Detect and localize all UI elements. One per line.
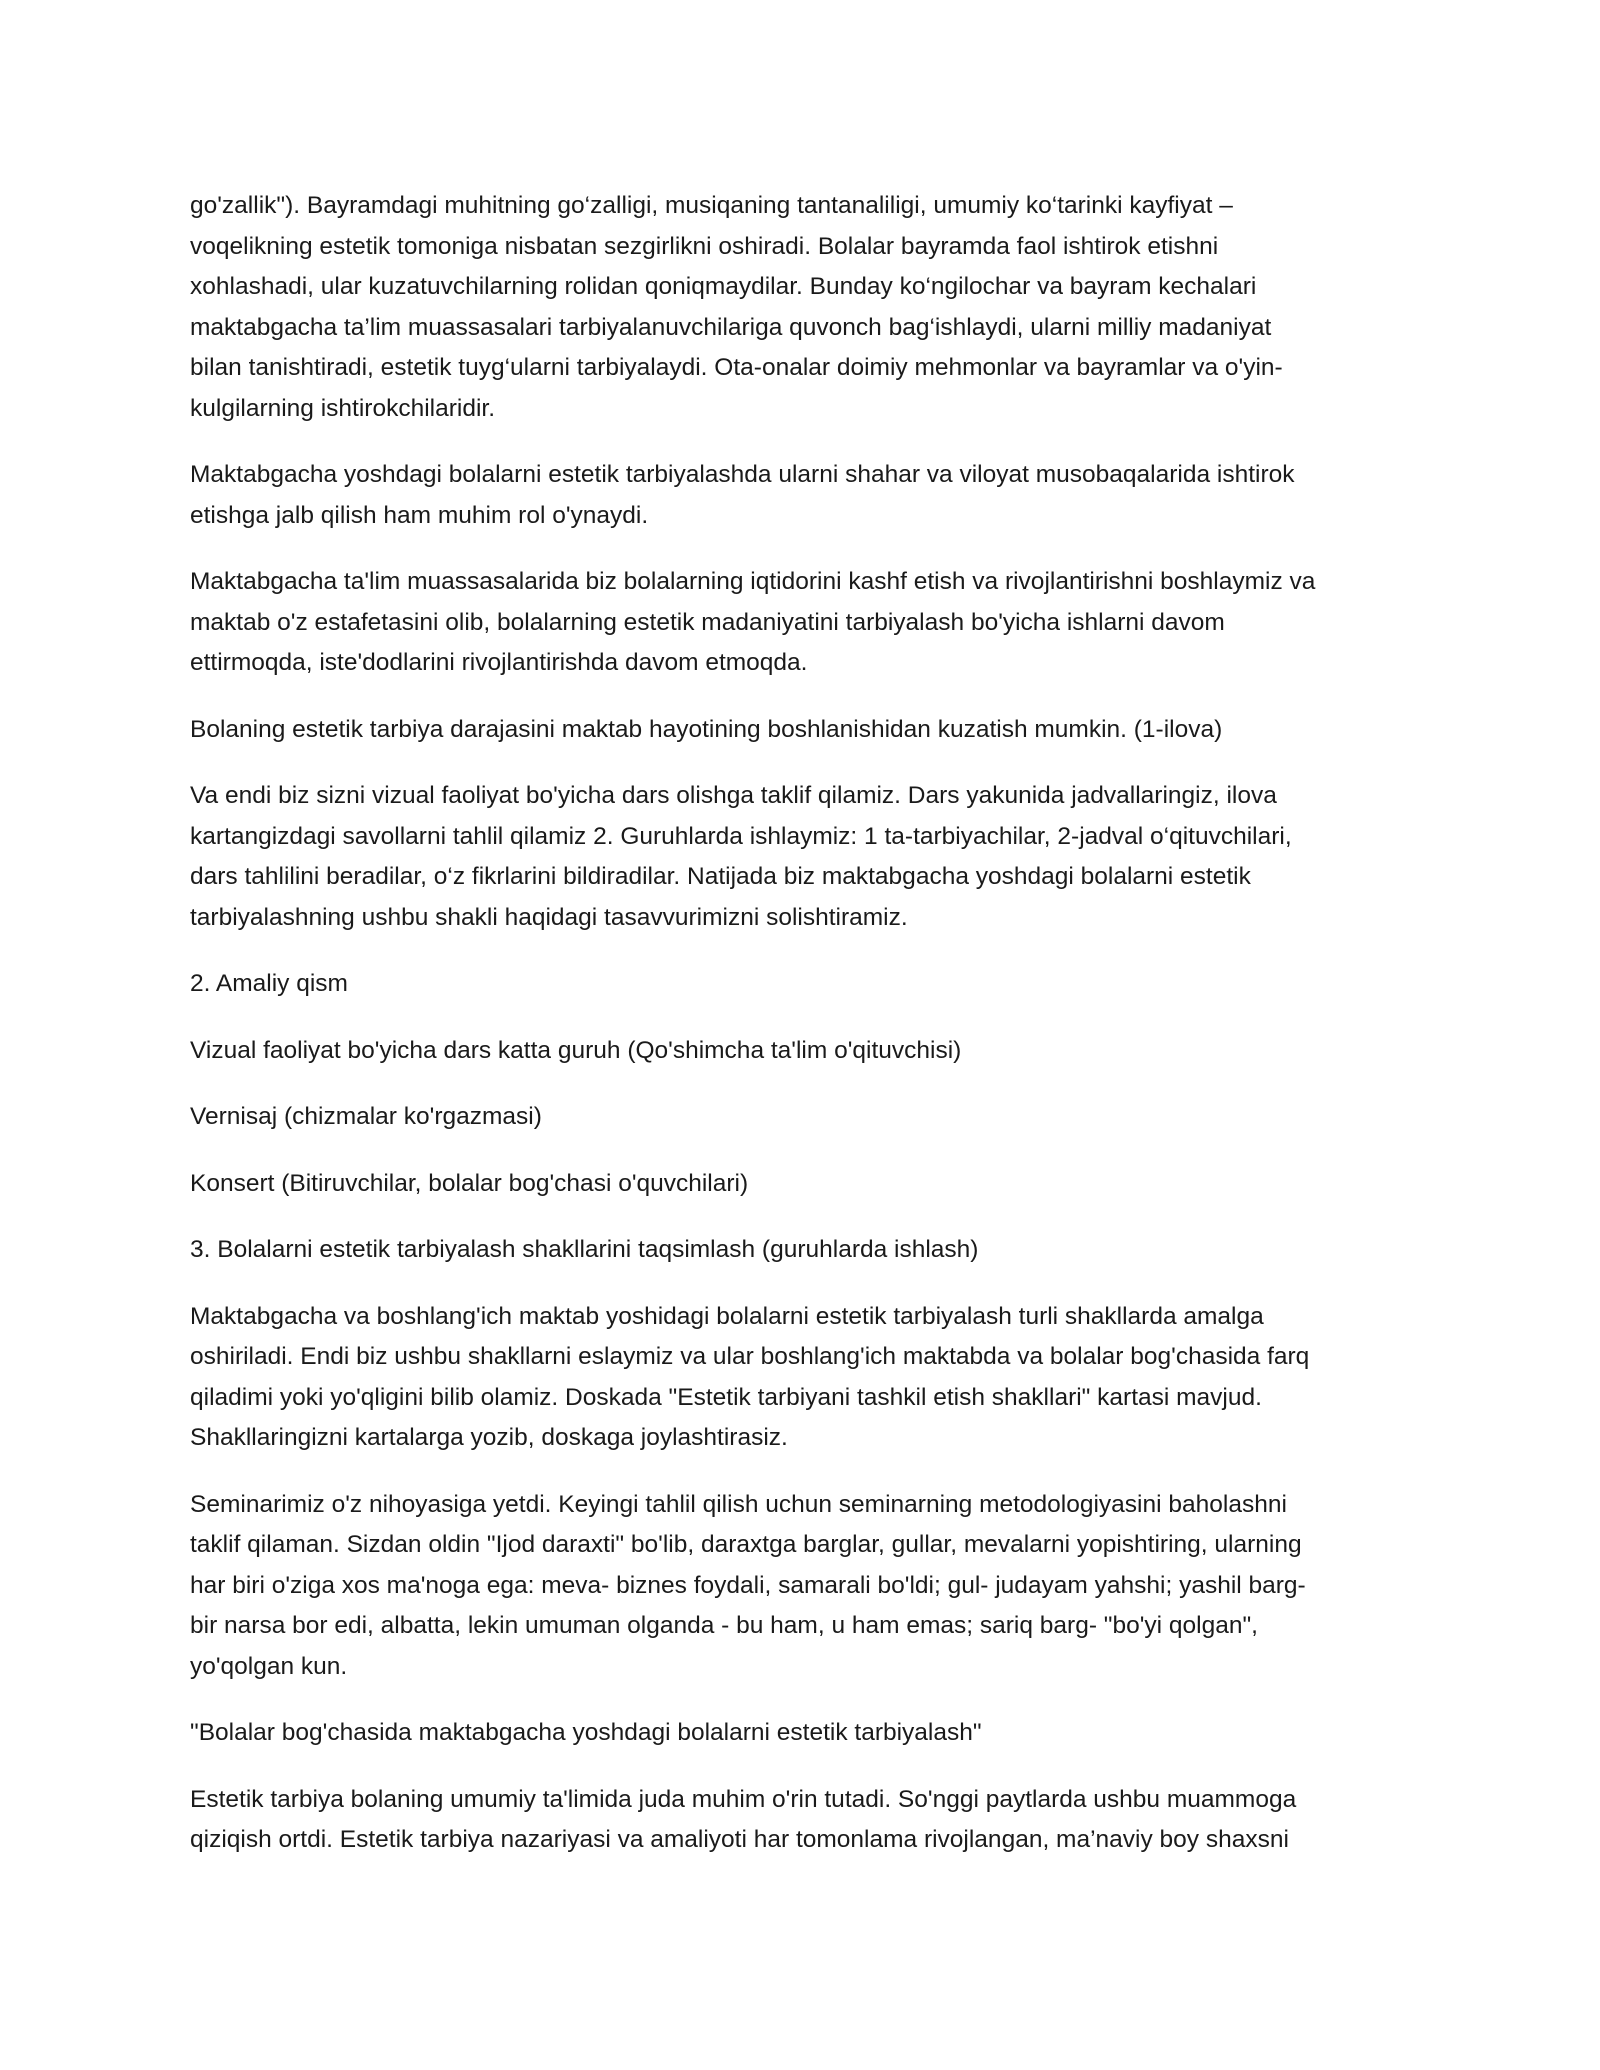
text-line: Shakllaringizni kartalarga yozib, doskaga joylashtirasiz. (190, 1424, 788, 1451)
text-line: Maktabgacha ta'lim muassasalarida biz bolalarning iqtidorini kashf etish va rivojlantirishni boshlaymiz va (190, 568, 1316, 595)
text-line: kulgilarning ishtirokchilaridir. (190, 394, 496, 422)
text-line: tarbiyalashning ushbu shakli haqidagi tasavvurimizni solishtiramiz. (190, 903, 908, 931)
text-line: Vernisaj (chizmalar ko'rgazmasi) (190, 1103, 542, 1130)
document-body (190, 186, 1420, 1887)
paragraph (190, 1164, 1420, 1205)
text-line: Estetik tarbiya bolaning umumiy ta'limida juda muhim o'rin tutadi. So'nggi paytlarda ushbu muammoga (190, 1785, 1297, 1813)
text-line: etishga jalb qilish ham muhim rol o'ynaydi. (190, 501, 649, 529)
text-line: ettirmoqda, iste'dodlarini rivojlantirishda davom etmoqda. (190, 649, 808, 676)
text-line: "Bolalar bog'chasida maktabgacha yoshdagi bolalarni estetik tarbiyalash" (190, 1719, 982, 1746)
text-line: voqelikning estetik tomoniga nisbatan sezgirlikni oshiradi. Bolalar bayramda faol ishtirok etishni (190, 232, 1219, 260)
text-line: yo'qolgan kun. (190, 1652, 348, 1680)
text-line: kartangizdagi savollarni tahlil qilamiz 2. Guruhlarda ishlaymiz: 1 ta-tarbiyachilar, 2-jadval o‘qituvchilari, (190, 822, 1292, 850)
text-line: Bolaning estetik tarbiya darajasini maktab hayotining boshlanishidan kuzatish mumkin. (1-ilova) (190, 715, 1223, 743)
text-line: go'zallik"). Bayramdagi muhitning go‘zalligi, musiqaning tantanaliligi, umumiy ko‘tarinki kayfiyat – (190, 192, 1233, 219)
text-line: 3. Bolalarni estetik tarbiyalash shakllarini taqsimlash (guruhlarda ishlash) (190, 1236, 979, 1263)
paragraph (190, 1780, 1420, 1861)
paragraph (190, 455, 1420, 536)
text-line: oshiriladi. Endi biz ushbu shakllarni eslaymiz va ular boshlang'ich maktabda va bolalar bog'chasida farq (190, 1343, 1310, 1370)
paragraph (190, 1713, 1420, 1754)
text-line: har biri o'ziga xos ma'noga ega: meva- biznes foydali, samarali bo'ldi; gul- judayam yahshi; yashil barg- (190, 1571, 1306, 1599)
text-line: bilan tanishtiradi, estetik tuyg‘ularni tarbiyalaydi. Ota-onalar doimiy mehmonlar va bayramlar va o'yin- (190, 354, 1283, 381)
text-line: maktabgacha ta’lim muassasalari tarbiyalanuvchilariga quvonch bag‘ishlaydi, ularni milliy madaniyat (190, 313, 1272, 341)
text-line: dars tahlilini beradilar, o‘z fikrlarini bildiradilar. Natijada biz maktabgacha yoshdagi bolalarni estetik (190, 863, 1251, 890)
text-line: Maktabgacha yoshdagi bolalarni estetik tarbiyalashda ularni shahar va viloyat musobaqalarida ishtirok (190, 461, 1295, 488)
text-line: taklif qilaman. Sizdan oldin "Ijod daraxti" bo'lib, daraxtga barglar, gullar, mevalarni yopishtiring, ularning (190, 1531, 1302, 1558)
text-line: Maktabgacha va boshlang'ich maktab yoshidagi bolalarni estetik tarbiyalash turli shakllarda amalga (190, 1302, 1264, 1330)
text-line: Va endi biz sizni vizual faoliyat bo'yicha dars olishga taklif qilamiz. Dars yakunida jadvallaringiz, ilova (190, 782, 1277, 809)
text-line: Vizual faoliyat bo'yicha dars katta guruh (Qo'shimcha ta'lim o'qituvchisi) (190, 1036, 962, 1064)
paragraph (190, 1297, 1420, 1459)
text-line: qiladimi yoki yo'qligini bilib olamiz. Doskada "Estetik tarbiyani tashkil etish shakllari" kartasi mavjud. (190, 1383, 1262, 1411)
paragraph (190, 964, 1420, 1005)
paragraph (190, 776, 1420, 938)
paragraph (190, 562, 1420, 684)
text-line: Konsert (Bitiruvchilar, bolalar bog'chasi o'quvchilari) (190, 1169, 749, 1197)
text-line: 2. Amaliy qism (190, 970, 348, 997)
text-line: maktab o'z estafetasini olib, bolalarning estetik madaniyatini tarbiyalash bo'yicha ishlarni davom (190, 608, 1225, 636)
text-line: Seminarimiz o'z nihoyasiga yetdi. Keyingi tahlil qilish uchun seminarning metodologiyasini baholashni (190, 1490, 1287, 1518)
text-line: xohlashadi, ular kuzatuvchilarning rolidan qoniqmaydilar. Bunday ko‘ngilochar va bayram kechalari (190, 273, 1257, 300)
paragraph (190, 710, 1420, 751)
paragraph (190, 1485, 1420, 1688)
paragraph (190, 1097, 1420, 1138)
paragraph (190, 186, 1420, 429)
text-line: bir narsa bor edi, albatta, lekin umuman olganda - bu ham, u ham emas; sariq barg- "bo'yi qolgan", (190, 1612, 1258, 1639)
paragraph (190, 1031, 1420, 1072)
text-line: qiziqish ortdi. Estetik tarbiya nazariyasi va amaliyoti har tomonlama rivojlangan, ma’naviy boy shaxsni (190, 1826, 1289, 1853)
paragraph (190, 1230, 1420, 1271)
